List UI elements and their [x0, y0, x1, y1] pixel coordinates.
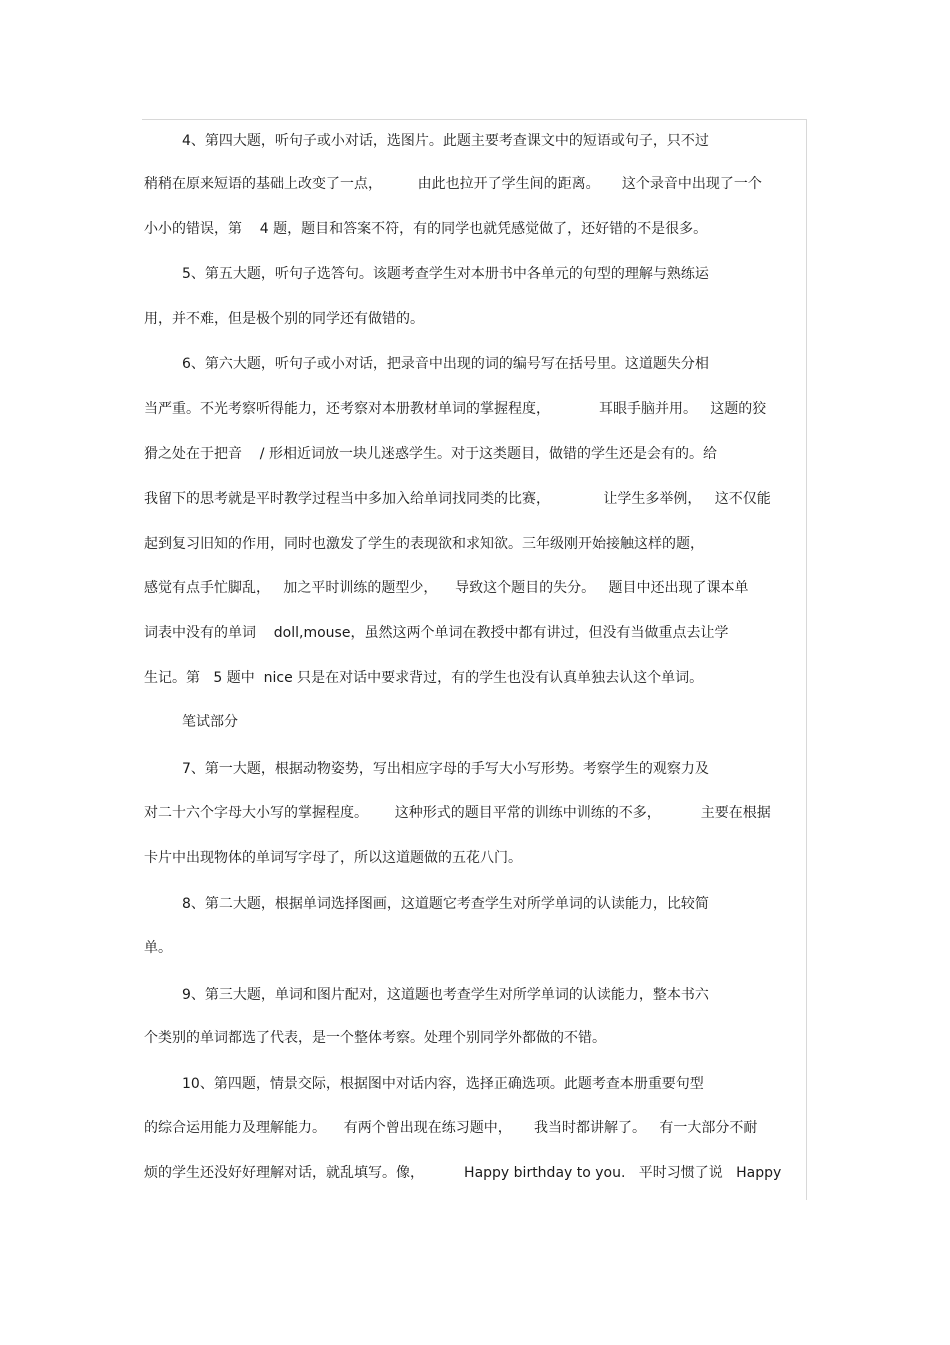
paragraph-8-line-2: 单。 [144, 940, 172, 956]
paragraph-9-line-1: 9、第三大题，单词和图片配对，这道题也考查学生对所学单词的认读能力，整本书六 [182, 987, 709, 1003]
paragraph-6-line-3: 猾之处在于把音 / 形相近词放一块儿迷惑学生。对于这类题目，做错的学生还是会有的。给 [144, 446, 717, 462]
paragraph-10-line-2: 的综合运用能力及理解能力。 有两个曾出现在练习题中， 我当时都讲解了。 有一大部分不耐 [144, 1120, 758, 1136]
paragraph-6-line-5: 起到复习旧知的作用，同时也激发了学生的表现欲和求知欲。三年级刚开始接触这样的题， [144, 536, 704, 552]
paragraph-8-line-1: 8、第二大题，根据单词选择图画，这道题它考查学生对所学单词的认读能力，比较简 [182, 896, 709, 912]
paragraph-6-line-1: 6、第六大题，听句子或小对话，把录音中出现的词的编号写在括号里。这道题失分相 [182, 356, 709, 372]
paragraph-4-line-3: 小小的错误，第 4 题，题目和答案不符，有的同学也就凭感觉做了，还好错的不是很多。 [144, 221, 708, 237]
paragraph-5-line-1: 5、第五大题，听句子选答句。该题考查学生对本册书中各单元的句型的理解与熟练运 [182, 266, 709, 282]
paragraph-7-line-1: 7、第一大题，根据动物姿势，写出相应字母的手写大小写形势。考察学生的观察力及 [182, 761, 709, 777]
paragraph-10-line-1: 10、第四题，情景交际，根据图中对话内容，选择正确选项。此题考查本册重要句型 [182, 1076, 704, 1092]
paragraph-6-line-8: 生记。第 5 题中 nice 只是在对话中要求背过，有的学生也没有认真单独去认这个单词。 [144, 670, 704, 686]
section-heading-written: 笔试部分 [182, 714, 238, 730]
paragraph-6-line-6: 感觉有点手忙脚乱， 加之平时训练的题型少， 导致这个题目的失分。 题目中还出现了课本单 [144, 580, 749, 596]
paragraph-7-line-3: 卡片中出现物体的单词写字母了，所以这道题做的五花八门。 [144, 850, 522, 866]
paragraph-10-line-3: 烦的学生还没好好理解对话，就乱填写。像， Happy birthday to you. 平时习惯了说 Happy [144, 1165, 782, 1181]
paragraph-6-line-2: 当严重。不光考察听得能力，还考察对本册教材单词的掌握程度， 耳眼手脑并用。 这题的狡 [144, 401, 767, 417]
paragraph-6-line-7: 词表中没有的单词 doll,mouse，虽然这两个单词在教授中都有讲过，但没有当做重点去让学 [144, 625, 729, 641]
paragraph-7-line-2: 对二十六个字母大小写的掌握程度。 这种形式的题目平常的训练中训练的不多， 主要在根据 [144, 805, 771, 821]
paragraph-9-line-2: 个类别的单词都选了代表，是一个整体考察。处理个别同学外都做的不错。 [144, 1030, 606, 1046]
paragraph-4-line-1: 4、第四大题，听句子或小对话，选图片。此题主要考查课文中的短语或句子，只不过 [182, 133, 709, 149]
paragraph-6-line-4: 我留下的思考就是平时教学过程当中多加入给单词找同类的比赛， 让学生多举例， 这不仅能 [144, 491, 771, 507]
paragraph-5-line-2: 用，并不难，但是极个别的同学还有做错的。 [144, 311, 424, 327]
paragraph-4-line-2: 稍稍在原来短语的基础上改变了一点， 由此也拉开了学生间的距离。 这个录音中出现了一个 [144, 176, 762, 192]
